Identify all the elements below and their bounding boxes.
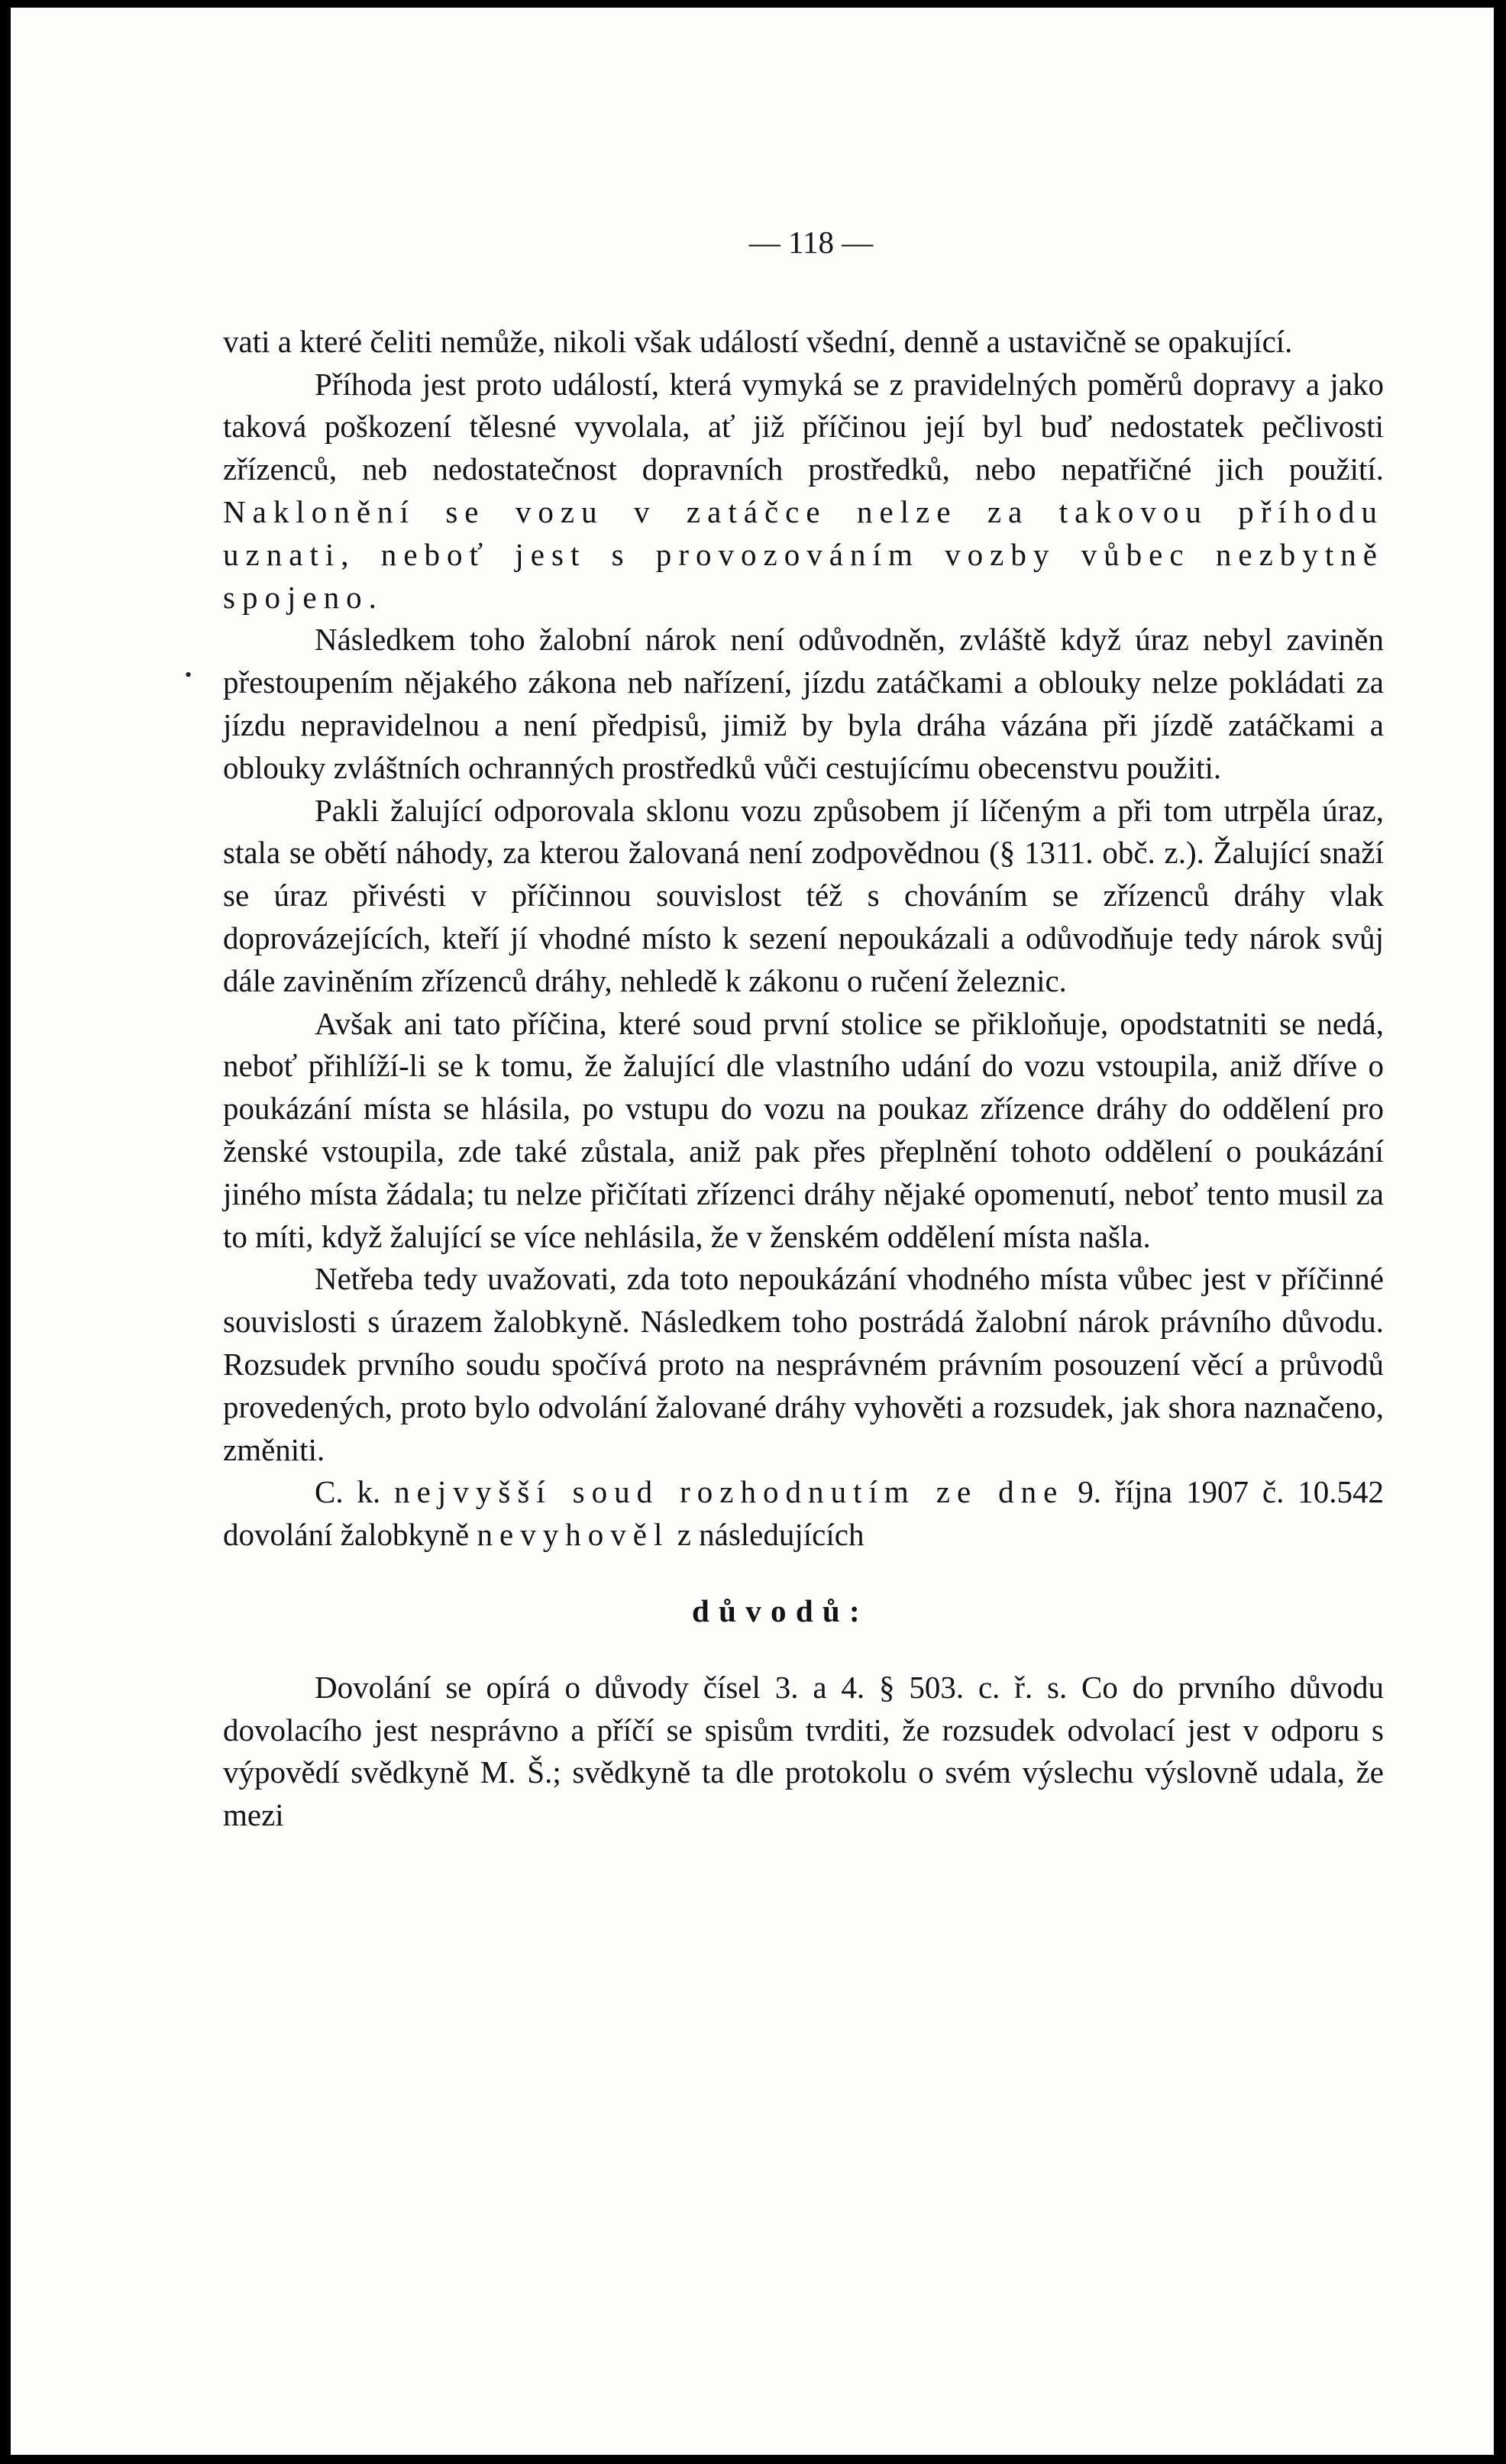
court-prefix: C. k.	[315, 1474, 395, 1510]
decision-tail-text: z následujících	[669, 1517, 864, 1553]
paragraph-4: Pakli žalující odporovala sklonu vozu způsobem jí líčeným a při tom utrpěla úraz, stala se obětí náhody, za kterou žalovaná není zodpovědnou (§ 1311. obč. z.). Žalující snaží se úraz přivésti v příčinnou souvislost též s chováním se zřízenců dráhy vlak doprovázejících, kteří jí vhodné místo k sezení nepoukázali a odůvodňuje tedy nárok svůj dále zaviněním zřízenců dráhy, nehledě k zákonu o ručení železnic.	[223, 792, 1384, 998]
decision-date-text: 9. října 1907 č. 10.542 dovolání žalobkyně	[223, 1474, 1384, 1553]
page-number: — 118 —	[748, 225, 874, 260]
paragraph-3: Následkem toho žalobní nárok není odůvodněn, zvláště když úraz nebyl zaviněn přestoupením nějakého zákona neb nařízení, jízdu zatáčkami a oblouky nelze pokládati za jízdu nepravidelnou a není předpisů, jimiž by byla dráha vázána při jízdě zatáčkami a oblouky zvláštních ochranných prostředků vůči cestujícímu obecenstvu použiti.	[223, 622, 1384, 785]
court-decision-emphasis: nejvyšší soud rozhodnutím ze dne	[394, 1474, 1065, 1510]
paragraph-1: vati a které čeliti nemůže, nikoli však událostí všední, denně a ustavičně se opakující.	[223, 323, 1293, 359]
margin-mark: •	[185, 664, 192, 686]
paragraph-6: Netřeba tedy uvažovati, zda toto nepoukázání vhodného místa vůbec jest v příčinné souvislosti s úrazem žalobkyně. Následkem toho postrádá žalobní nárok právního důvodu. Rozsudek prvního soudu spočívá proto na nesprávném právním posouzení věcí a průvodů provedených, proto bylo odvolání žalované dráhy vyhověti a rozsudek, jak shora naznačeno, změniti.	[223, 1261, 1384, 1467]
text-block	[223, 222, 1384, 1837]
decision-result-emphasis: nevyhověl	[477, 1517, 670, 1553]
paragraph-2	[223, 364, 1384, 619]
paragraph-7	[223, 1471, 1384, 1557]
paragraph-2-emphasis: Naklonění se vozu v zatáčce nelze za takovou příhodu uznati, neboť jest s provozováním vozby vůbec nezbytně spojeno.	[223, 493, 1384, 615]
paragraph-8: Dovolání se opírá o důvody čísel 3. a 4. § 503. c. ř. s. Co do prvního důvodu dovolacího jest nesprávno a příčí se spisům tvrditi, že rozsudek odvolací jest v odporu s výpovědí svědkyně M. Š.; svědkyně ta dle protokolu o svém výslechu výslovně udala, že mezi	[223, 1669, 1384, 1833]
paragraph-2-text: Příhoda jest proto událostí, která vymyká se z pravidelných poměrů dopravy a jako taková poškození tělesné vyvolala, ať již příčinou její byl buď nedostatek pečlivosti zřízenců, neb nedostatečnost dopravních prostředků, nebo nepatřičné jich použití.	[223, 366, 1384, 487]
section-heading: důvodů:	[692, 1593, 869, 1628]
paragraph-5: Avšak ani tato příčina, které soud první stolice se přikloňuje, opodstatniti se nedá, neboť přihlíží-li se k tomu, že žalující dle vlastního udání do vozu vstoupila, aniž dříve o poukázání místa se hlásila, po vstupu do vozu na poukaz zřízence dráhy do oddělení pro ženské vstoupila, zde také zůstala, aniž pak přes přeplnění tohoto oddělení o poukázání jiného místa žádala; tu nelze přičítati zřízenci dráhy nějaké opomenutí, neboť tento musil za to míti, když žalující se více nehlásila, že v ženském oddělení místa našla.	[223, 1005, 1384, 1254]
